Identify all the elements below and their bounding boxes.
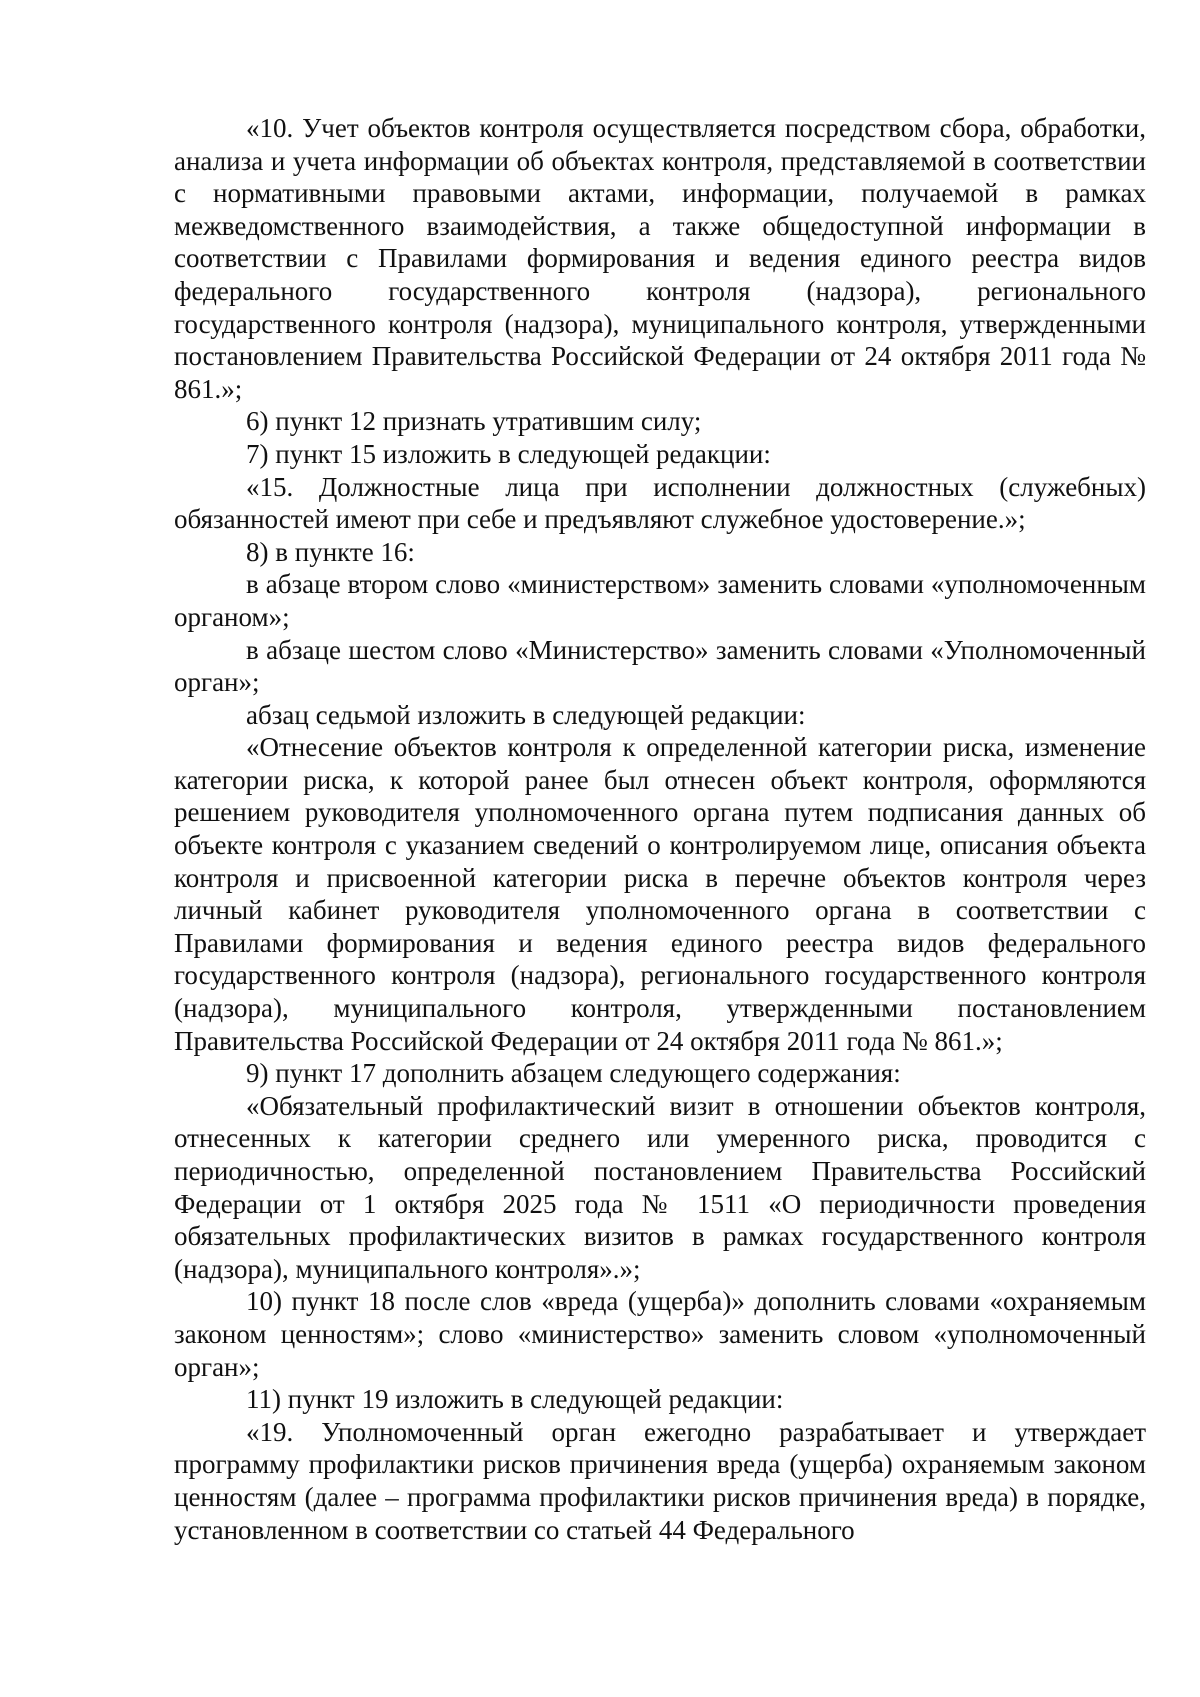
paragraph-item-10: 10) пункт 18 после слов «вреда (ущерба)» дополнить словами «охраняемым законом ценностям»; слово «министерство» заменить словом «уполномоченный орган»; [174, 1286, 1146, 1382]
paragraph-item-8: 8) в пункте 16: [246, 536, 415, 567]
paragraph-10-uchet: «10. Учет объектов контроля осуществляется посредством сбора, обработки, анализа и учета информации об объектах контроля, представляемой в соответствии с нормативными правовыми актами, информации, получаемой в рамках межведомственного взаимодействия, а также общедоступной информации в соответствии с Правилами формирования и ведения единого реестра видов федерального государственного контроля (надзора), регионального государственного контроля (надзора), муниципального контроля, утвержденными постановлением Правительства Российской Федерации от 24 октября 2011 года № 861.»; [174, 113, 1146, 404]
paragraph-abzac-sedmoy: абзац седьмой изложить в следующей редакции: [246, 699, 806, 730]
paragraph-abzac-shestom: в абзаце шестом слово «Министерство» заменить словами «Уполномоченный орган»; [174, 634, 1146, 698]
paragraph-item-7: 7) пункт 15 изложить в следующей редакции: [246, 438, 771, 469]
paragraph-preventive-visit: «Обязательный профилактический визит в отношении объектов контроля, отнесенных к категории среднего или умеренного риска, проводится с периодичностью, определенной постановлением Правительства Российский Федерации от 1 октября 2025 года № 1511 «О периодичности проведения обязательных профилактических визитов в рамках государственного контроля (надзора), муниципального контроля».»; [174, 1090, 1146, 1284]
paragraph-item-9: 9) пункт 17 дополнить абзацем следующего содержания: [246, 1058, 901, 1089]
document-page [174, 112, 1146, 1546]
paragraph-19-program: «19. Уполномоченный орган ежегодно разрабатывает и утверждает программу профилактики рисков причинения вреда (ущерба) охраняемым законом ценностям (далее – программа профилактики рисков причинения вреда) в порядке, установленном в соответствии со статьей 44 Федерального [174, 1416, 1146, 1545]
paragraph-risk-category: «Отнесение объектов контроля к определенной категории риска, изменение категории риска, к которой ранее был отнесен объект контроля, оформляются решением руководителя уполномоченного органа путем подписания данных об объекте контроля с указанием сведений о контролируемом лице, описания объекта контроля и присвоенной категории риска в перечне объектов контроля через личный кабинет руководителя уполномоченного органа в соответствии с Правилами формирования и ведения единого реестра видов федерального государственного контроля (надзора), регионального государственного контроля (надзора), муниципального контроля, утвержденными постановлением Правительства Российской Федерации от 24 октября 2011 года № 861.»; [174, 732, 1146, 1056]
paragraph-item-6: 6) пункт 12 признать утратившим силу; [246, 406, 702, 437]
paragraph-15-officials: «15. Должностные лица при исполнении должностных (служебных) обязанностей имеют при себе и предъявляют служебное удостоверение.»; [174, 471, 1146, 535]
paragraph-item-11: 11) пункт 19 изложить в следующей редакции: [246, 1384, 784, 1415]
paragraph-abzac-vtorom: в абзаце втором слово «министерством» заменить словами «уполномоченным органом»; [174, 569, 1146, 632]
